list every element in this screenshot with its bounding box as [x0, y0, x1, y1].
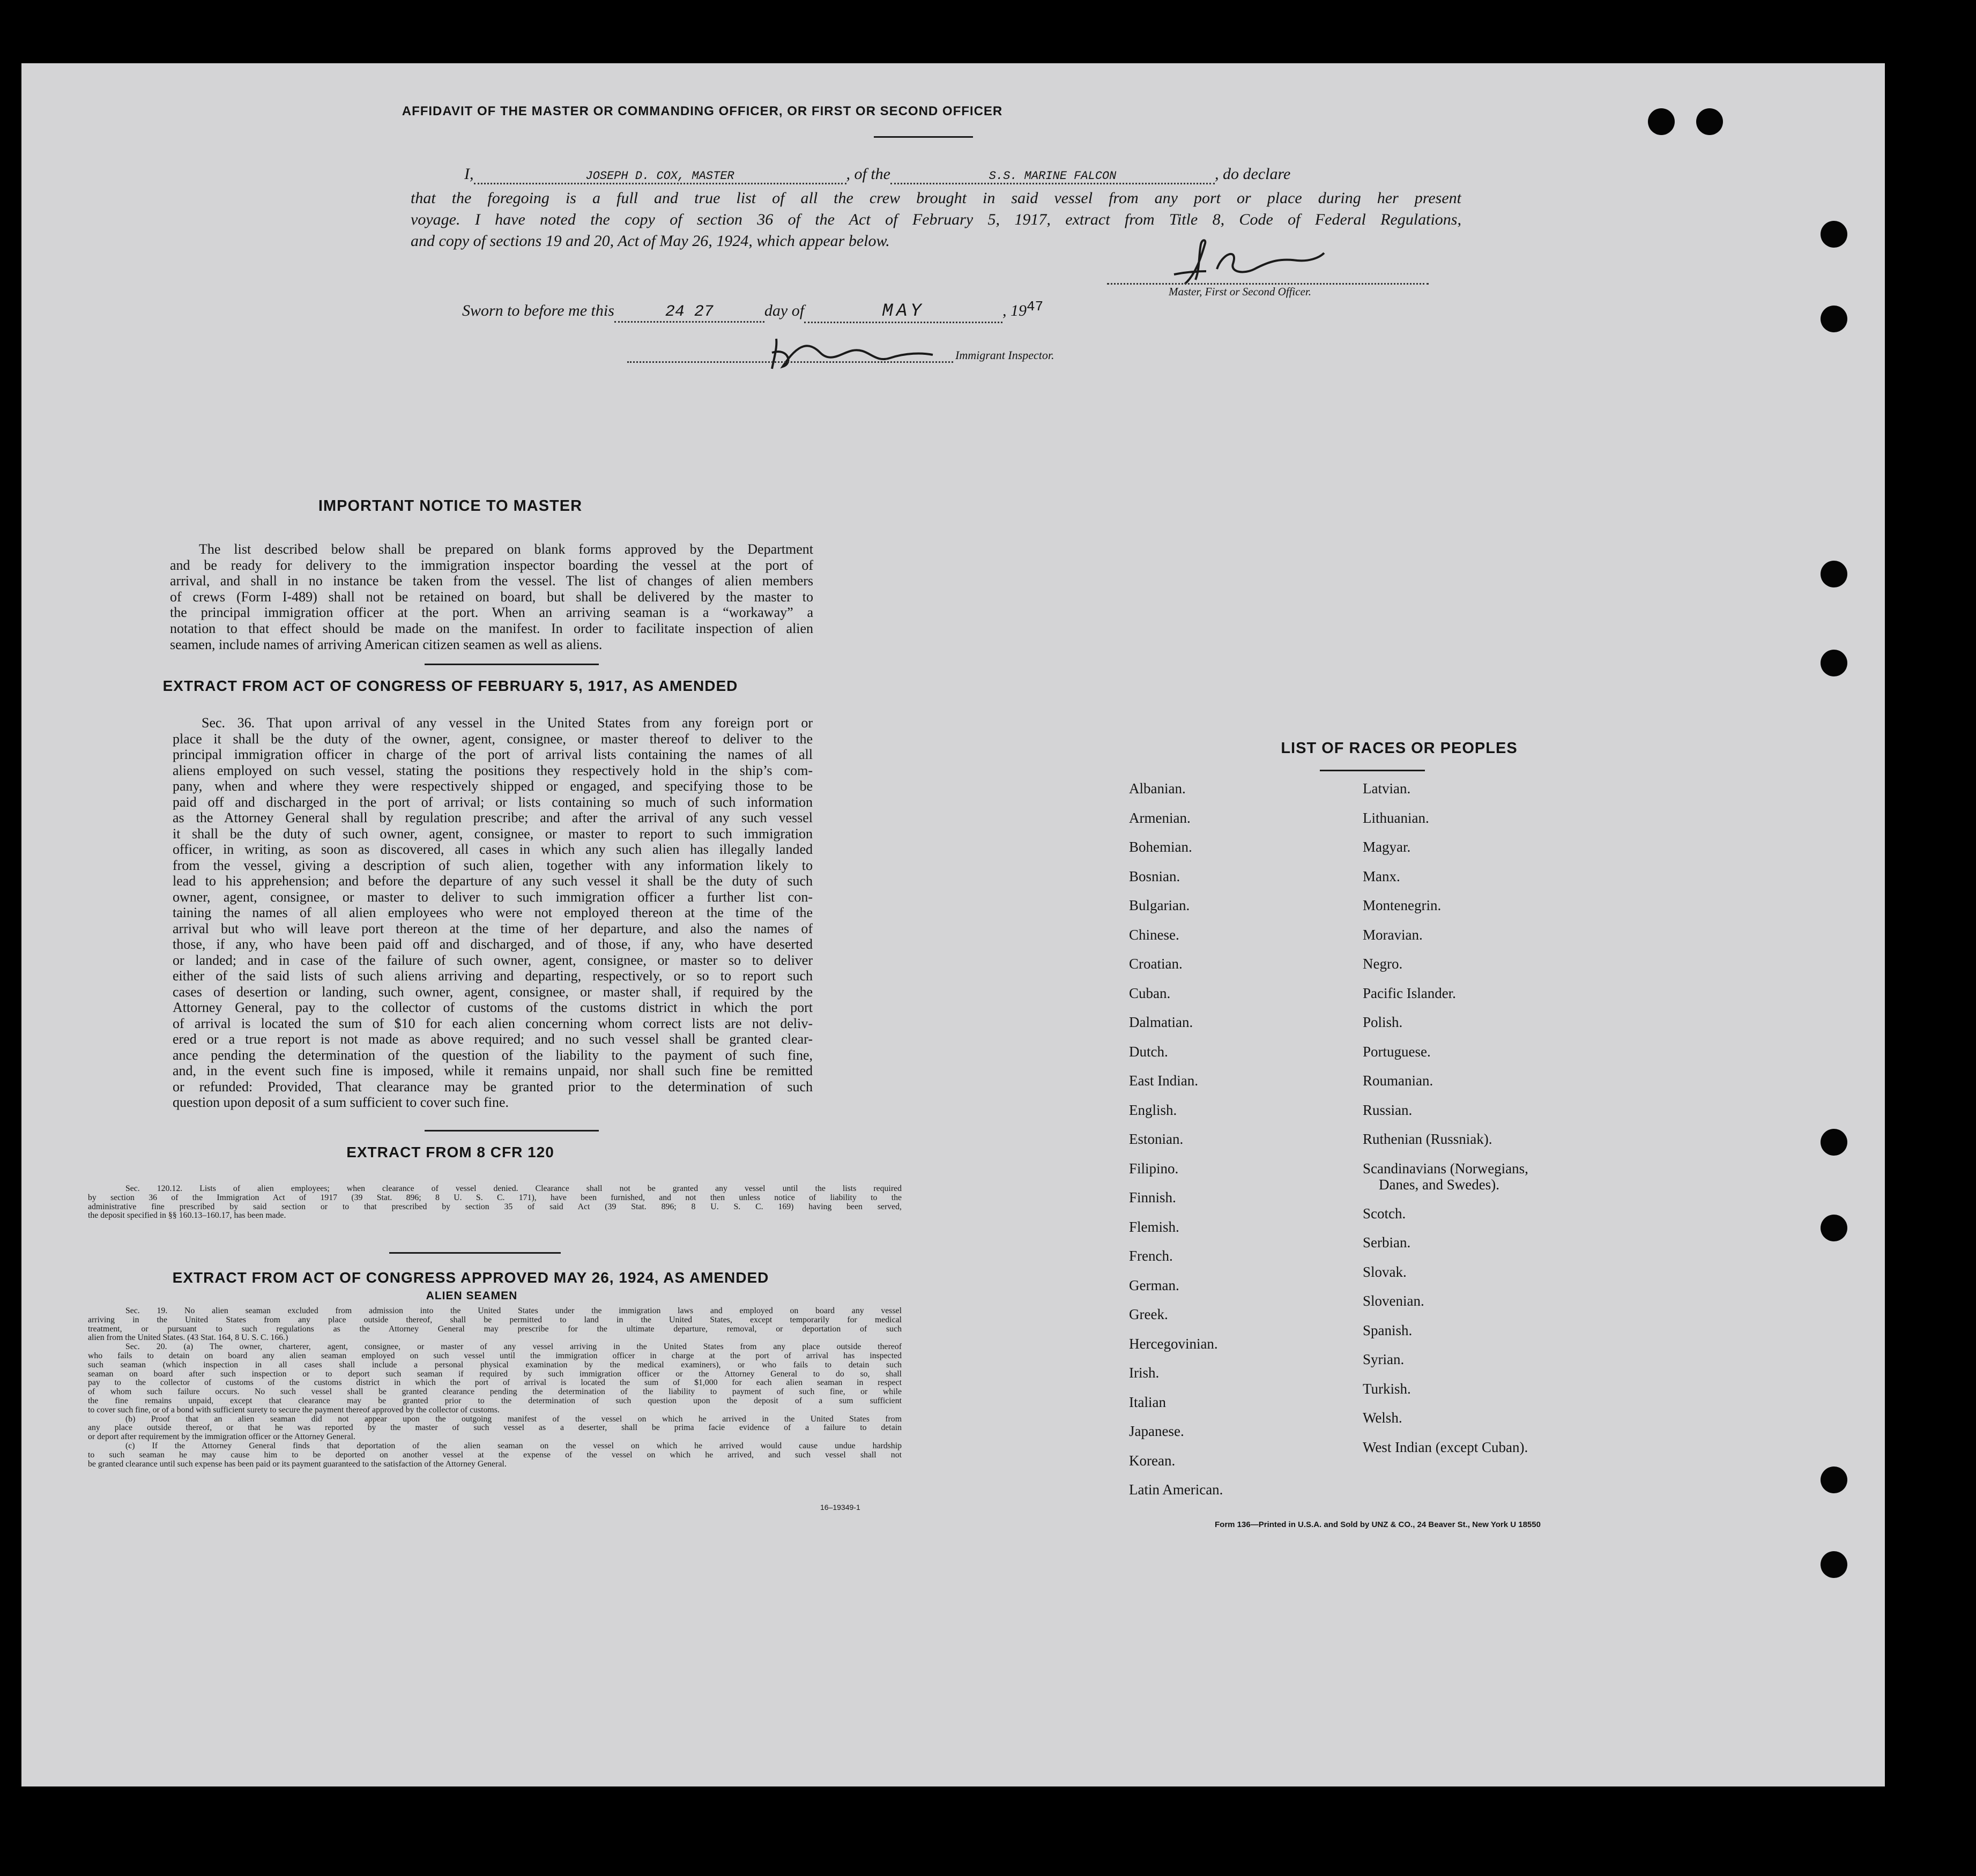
year-label: , 19 — [1002, 302, 1027, 319]
races-title: LIST OF RACES OR PEOPLES — [1281, 740, 1518, 757]
extract-1917-line: taining the names of all alien employees who were not employed thereon at the time of the — [173, 905, 813, 920]
race-item: Bohemian. — [1129, 839, 1192, 855]
affidavit-body-line: voyage. I have noted the copy of section 36 of the Act of February 5, 1917, extract from Title 8, Code of Federal Regulations, — [411, 211, 1461, 228]
race-item: Montenegrin. — [1363, 897, 1442, 913]
sworn-day-field: 24 27 — [614, 303, 764, 323]
race-item: Danes, and Swedes). — [1379, 1176, 1499, 1193]
race-item: Hercegovinian. — [1129, 1335, 1218, 1352]
punch-hole — [1821, 221, 1847, 248]
extract-1917-line: aliens employed on such vessel, stating the positions they respectively hold in the ship’s com- — [173, 762, 813, 778]
extract-1917-line: lead to his apprehension; and before the departure of any such vessel it shall be the duty of such — [173, 873, 813, 889]
race-item: Latvian. — [1363, 780, 1411, 796]
race-item: Greek. — [1129, 1306, 1168, 1322]
race-item: Welsh. — [1363, 1410, 1402, 1426]
race-item: East Indian. — [1129, 1073, 1198, 1089]
extract-cfr-line: the deposit specified in §§ 160.13–160.17, has been made. — [88, 1211, 286, 1220]
race-item: Dalmatian. — [1129, 1014, 1193, 1030]
race-item: Russian. — [1363, 1101, 1413, 1118]
extract-cfr-line: by section 36 of the Immigration Act of 1917 (39 Stat. 896; 8 U. S. C. 171), have been furnished, and not then unless notice of liability to the — [88, 1193, 902, 1202]
punch-hole — [1821, 561, 1847, 587]
race-item: Chinese. — [1129, 926, 1179, 943]
extract-cfr-body — [88, 1185, 902, 1220]
race-item: Estonian. — [1129, 1131, 1184, 1147]
race-item: Dutch. — [1129, 1043, 1168, 1060]
master-signature-caption: Master, First or Second Officer. — [1169, 285, 1311, 298]
extract-1917-line: cases of desertion or landing, such owner, agent, consignee, or master shall, if required by the — [173, 984, 813, 1000]
affidavit-title: AFFIDAVIT OF THE MASTER OR COMMANDING OFFICER, OR FIRST OR SECOND OFFICER — [402, 104, 1003, 118]
extract-1917-line: officer, in writing, as soon as discovered, all cases in which any such alien has illegally landed — [173, 842, 813, 857]
race-item: French. — [1129, 1248, 1173, 1264]
extract-1924-line: alien from the United States. (43 Stat. 164, 8 U. S. C. 166.) — [88, 1334, 288, 1343]
extract-1917-line: pany, when and where they were respectively shipped or engaged, and specifying those to be — [173, 778, 813, 794]
notice-line: seamen, include names of arriving American citizen seamen as well as aliens. — [170, 636, 603, 652]
extract-1924-line: any place outside thereof, or that he was reported by the master of such vessel as a deserter, shall be prima facie evidence of a failure to detain — [88, 1424, 902, 1433]
punch-hole — [1821, 1129, 1847, 1156]
inspector-signature-line — [627, 361, 953, 363]
extract-1924-line: to such seaman he may cause him to be deported on another vessel at the expense of the vessel on which he arrived, and such vessel shall not — [88, 1450, 902, 1460]
race-item: Slovak. — [1363, 1263, 1407, 1280]
punch-hole — [1648, 108, 1675, 135]
races-left-column — [1129, 774, 1322, 1505]
extract-1924-line: arriving in the United States from any place outside thereof, shall be permitted to land in the United States, except temporarily for medical — [88, 1315, 902, 1324]
race-item: Portuguese. — [1363, 1043, 1431, 1060]
notice-body — [170, 541, 813, 652]
race-item: Japanese. — [1129, 1423, 1184, 1439]
extract-1924-line: the fine remains unpaid, except that clearance may be granted prior to the determination of such question upon the deposit of a sum sufficient — [88, 1396, 902, 1405]
race-item: Turkish. — [1363, 1380, 1411, 1397]
notice-line: and be ready for delivery to the immigration inspector boarding the vessel at the port of — [170, 557, 813, 573]
affidavit-body-line: and copy of sections 19 and 20, Act of May 26, 1924, which appear below. — [411, 232, 890, 250]
race-item: Flemish. — [1129, 1218, 1179, 1235]
race-item: Bosnian. — [1129, 868, 1180, 884]
extract-1924-line: of whom such failure occurs. No such vessel shall be granted clearance pending the determination of the liability to payment of such fine, or while — [88, 1388, 902, 1397]
sworn-month-field: MAY — [804, 301, 1002, 323]
sworn-line — [462, 301, 1159, 323]
race-item: Italian — [1129, 1394, 1166, 1410]
race-item: Albanian. — [1129, 780, 1186, 796]
extract-1924-line: treatment, or pursuant to such regulations as the Attorney General may prescribe for the ultimate departure, removal, or deportation of such — [88, 1324, 902, 1334]
race-item: Finnish. — [1129, 1189, 1176, 1205]
extract-1924-line: who fails to detain on board any alien seaman employed on such vessel until the immigration officer in charge at the port of arrival has inspected — [88, 1351, 902, 1360]
extract-1917-line: owner, agent, consignee, or master to deliver to such immigration officer a further list con- — [173, 889, 813, 905]
extract-1917-line: principal immigration officer in charge of the port of arrival lists containing the names of all — [173, 747, 813, 762]
notice-line: the principal immigration officer at the port. When an arriving seaman is a “workaway” a — [170, 605, 813, 621]
master-name-field: JOSEPH D. COX, MASTER — [474, 169, 846, 184]
extract-1924-title: EXTRACT FROM ACT OF CONGRESS APPROVED MAY 26, 1924, AS AMENDED — [172, 1269, 769, 1286]
race-item: Croatian. — [1129, 956, 1183, 972]
extract-1924-line: seaman on board after such inspection or to deport such seaman if required by such immigration officer or the Attorney General to do so, shall — [88, 1369, 902, 1379]
extract-1917-line: place it shall be the duty of the owner, agent, consignee, or master thereof to deliver to the — [173, 731, 813, 747]
race-item: Manx. — [1363, 868, 1400, 884]
race-item: Roumanian. — [1363, 1073, 1433, 1089]
extract-1924-line: such seaman (which inspection in all cases shall include a personal physical examination by the medical examiners), or who fails to detain such — [88, 1360, 902, 1369]
extract-1917-line: arrival but who will leave port thereon at the time of her departure, and also the names of — [173, 920, 813, 936]
inspector-signature — [761, 331, 986, 374]
race-item: German. — [1129, 1277, 1179, 1293]
race-item: Ruthenian (Russniak). — [1363, 1131, 1492, 1147]
vessel-name-field: S.S. MARINE FALCON — [890, 169, 1215, 184]
extract-1924-line: Sec. 19. No alien seaman excluded from admission into the United States under the immigration laws and employed on board any vessel — [125, 1307, 902, 1315]
race-item: English. — [1129, 1101, 1177, 1118]
races-right-column — [1363, 774, 1620, 1462]
extract-1917-line: from the vessel, giving a description of such alien, together with any information likely to — [173, 857, 813, 873]
day-of-label: day of — [764, 302, 805, 319]
race-item: Scotch. — [1363, 1205, 1406, 1222]
extract-1917-line: and, in the event such fine is imposed, while it remains unpaid, nor shall such fine be remitted — [173, 1063, 813, 1078]
notice-line: The list described below shall be prepared on blank forms approved by the Department — [199, 541, 813, 557]
notice-line: of crews (Form I-489) shall not be retained on board, but shall be delivered by the master to — [170, 589, 813, 605]
race-item: Korean. — [1129, 1452, 1176, 1469]
race-item: Bulgarian. — [1129, 897, 1190, 913]
extract-cfr-line: administrative fine prescribed by said section or to that prescribed by section 35 of said Act (39 Stat. 896; 8 U. S. C. 169) having been served, — [88, 1202, 902, 1211]
form-footer: Form 136—Printed in U.S.A. and Sold by UNZ & CO., 24 Beaver St., New York U 18550 — [1215, 1520, 1541, 1529]
extract-cfr-title: EXTRACT FROM 8 CFR 120 — [346, 1144, 554, 1160]
notice-line: arrival, and shall in no instance be taken from the vessel. The list of changes of alien members — [170, 573, 813, 589]
extract-1917-line: it shall be the duty of such owner, agent, consignee, or master to report to such immigration — [173, 825, 813, 842]
extract-1917-line: paid off and discharged in the port of arrival; or lists containing so much of such information — [173, 794, 813, 810]
punch-hole — [1821, 1215, 1847, 1241]
race-item: Cuban. — [1129, 985, 1171, 1001]
extract-cfr-line: Sec. 120.12. Lists of alien employees; when clearance of vessel denied. Clearance shall not be granted any vessel until the lists required — [125, 1185, 902, 1193]
master-signature — [1163, 237, 1367, 291]
race-item: Irish. — [1129, 1365, 1160, 1381]
extract-1924-line: Sec. 20. (a) The owner, charterer, agent, consignee, or master of any vessel arriving in the United States from any place outside thereof — [125, 1343, 902, 1352]
extract-1924-line: (c) If the Attorney General finds that deportation of the alien seaman on the vessel on which he arrived would cause undue hardship — [125, 1441, 902, 1450]
print-code: 16–19349-1 — [820, 1503, 860, 1512]
extract-1917-line: or landed; and in case of the failure of such owner, agent, consignee, or master so to deliver — [173, 952, 813, 968]
extract-1917-body — [173, 715, 813, 1111]
divider — [1320, 770, 1425, 771]
race-item: West Indian (except Cuban). — [1363, 1439, 1528, 1455]
race-item: Armenian. — [1129, 809, 1191, 826]
sworn-year-field: 47 — [1027, 301, 1044, 315]
affidavit-body-line: that the foregoing is a full and true list of all the crew brought in said vessel from any port or place during her present — [411, 189, 1461, 207]
race-item: Serbian. — [1363, 1234, 1411, 1250]
punch-hole — [1821, 306, 1847, 332]
extract-1924-body — [88, 1307, 902, 1469]
divider — [874, 136, 973, 138]
extract-1924-line: or deport after requirement by the immigration officer or the Attorney General. — [88, 1433, 355, 1442]
race-item: Spanish. — [1363, 1322, 1413, 1338]
race-item: Filipino. — [1129, 1160, 1179, 1177]
punch-hole — [1821, 1551, 1847, 1578]
document-page — [21, 63, 1885, 1786]
race-item: Polish. — [1363, 1014, 1403, 1030]
divider — [389, 1252, 561, 1254]
sworn-label: Sworn to before me this — [462, 302, 614, 319]
extract-1924-line: (b) Proof that an alien seaman did not appear upon the outgoing manifest of the vessel on which he arrived in the United States from — [125, 1415, 902, 1424]
extract-1917-line: question upon deposit of a sum sufficient to cover such fine. — [173, 1095, 509, 1110]
punch-hole — [1696, 108, 1723, 135]
divider — [425, 1130, 599, 1131]
extract-1917-line: ance pending the determination of the question of the liability to the payment of such fine, — [173, 1047, 813, 1063]
extract-1917-line: or refunded: Provided, That clearance may be granted prior to the determination of such — [173, 1078, 813, 1095]
inspector-caption: Immigrant Inspector. — [955, 348, 1054, 362]
race-item: Pacific Islander. — [1363, 985, 1456, 1001]
race-item: Magyar. — [1363, 839, 1411, 855]
race-item: Moravian. — [1363, 926, 1423, 943]
extract-1917-title: EXTRACT FROM ACT OF CONGRESS OF FEBRUARY 5, 1917, AS AMENDED — [162, 678, 738, 694]
extract-1924-line: be granted clearance until such expense has been paid or its payment guaranteed to the satisfaction of the Attorney General. — [88, 1460, 507, 1469]
punch-hole — [1821, 1466, 1847, 1493]
affidavit-i-label: I, — [464, 165, 474, 183]
punch-hole — [1821, 650, 1847, 676]
of-the-label: , of the — [846, 165, 890, 183]
extract-1917-line: of arrival is located the sum of $10 for each alien concerning whom correct lists are not deliv- — [173, 1015, 813, 1031]
extract-1917-line: Attorney General, pay to the collector of customs of the customs district in which the port — [173, 1000, 813, 1015]
race-item: Syrian. — [1363, 1351, 1405, 1367]
race-item: Lithuanian. — [1363, 809, 1429, 826]
notice-line: notation to that effect should be made on the manifest. In order to facilitate inspection of alien — [170, 620, 813, 636]
extract-1924-line: to cover such fine, or of a bond with sufficient surety to secure the payment thereof approved by the collector of customs. — [88, 1405, 500, 1415]
extract-1917-line: Sec. 36. That upon arrival of any vessel in the United States from any foreign port or — [202, 715, 813, 731]
race-item: Negro. — [1363, 956, 1403, 972]
extract-1917-line: either of the said lists of such aliens arriving and departing, respectively, or so to report such — [173, 968, 813, 984]
extract-1924-line: pay to the collector of customs of the customs district in which the port of arrival is located the sum of $1,000 for each alien seaman in respect — [88, 1379, 902, 1388]
notice-title: IMPORTANT NOTICE TO MASTER — [318, 497, 583, 515]
extract-1917-line: ered or a true report is not made as above required; and no such vessel shall be granted clear- — [173, 1031, 813, 1047]
race-item: Slovenian. — [1363, 1293, 1424, 1309]
affidavit-declaration-line — [464, 165, 1461, 184]
race-item: Latin American. — [1129, 1482, 1223, 1498]
divider — [425, 664, 599, 665]
extract-1917-line: as the Attorney General shall by regulation prescribe; and after the arrival of any such vessel — [173, 810, 813, 825]
signature-line — [1107, 283, 1429, 285]
extract-1924-subtitle: ALIEN SEAMEN — [426, 1290, 518, 1302]
race-item: Scandinavians (Norwegians, — [1363, 1160, 1528, 1177]
extract-1917-line: those, if any, who have been paid off and discharged, and of those, if any, who have deserted — [173, 936, 813, 952]
do-declare-label: , do declare — [1215, 165, 1291, 183]
